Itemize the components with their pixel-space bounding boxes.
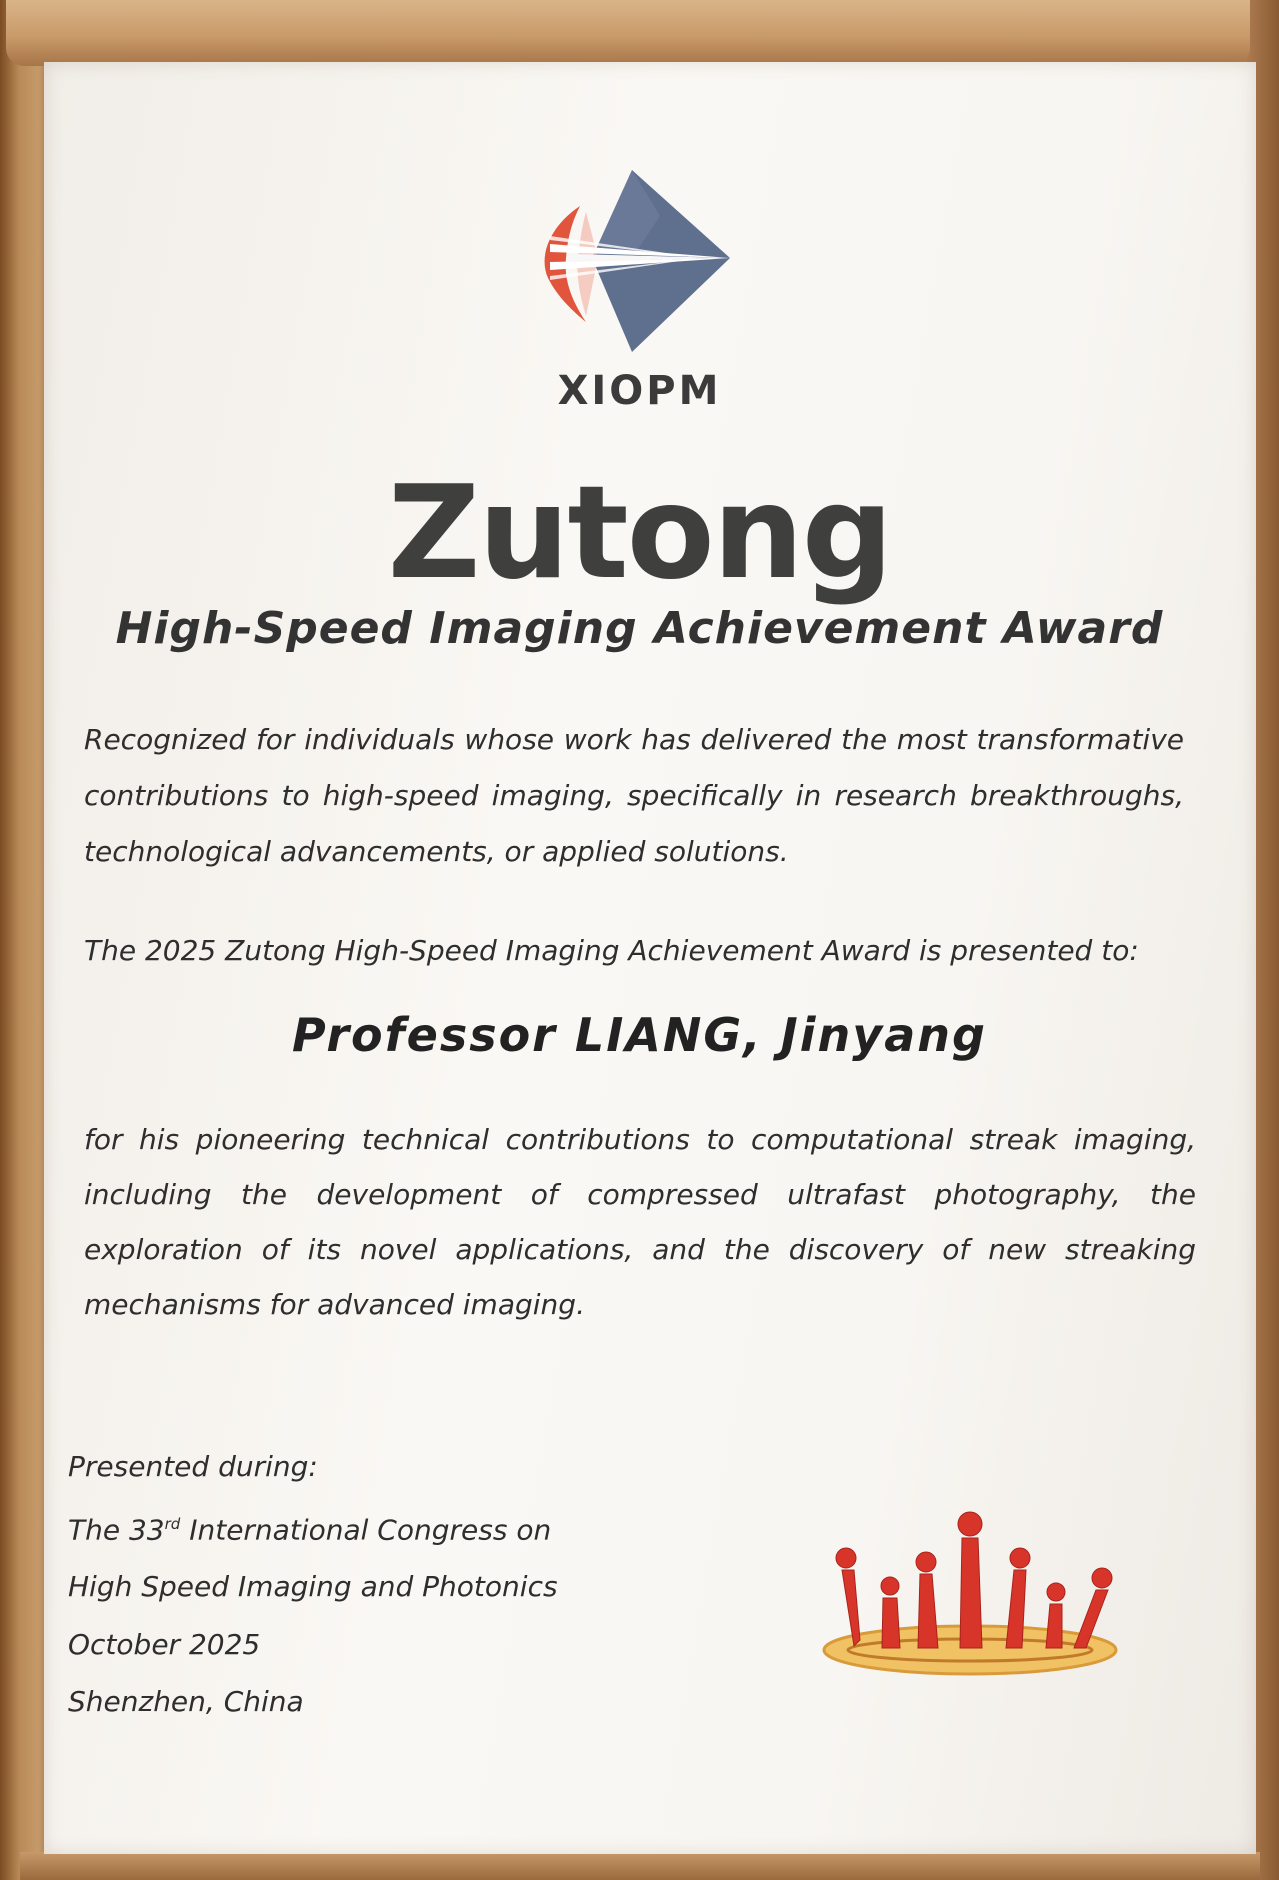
award-title: Zutong	[387, 459, 892, 608]
event-congress-line2: High Speed Imaging and Photonics	[68, 1570, 558, 1604]
event-congress-line1	[68, 1496, 768, 1559]
congress-crown-logo-icon	[820, 1500, 1130, 1690]
event-details	[68, 1438, 768, 1731]
event-location: Shenzhen, China	[68, 1685, 304, 1719]
presentation-line: The 2025 Zutong High-Speed Imaging Achievement Award is presented to:	[84, 934, 1139, 967]
congress-suffix: International Congress on	[180, 1512, 552, 1546]
frame-bottom-rim	[20, 1852, 1260, 1880]
citation-text: for his pioneering technical contributions to computational streak imaging, including the development of compressed ultrafast photography, the exploration of its novel applications, and the discovery of new streaking mechanisms for advanced imaging.	[84, 1123, 1196, 1321]
event-intro: Presented during:	[68, 1450, 318, 1483]
congress-prefix: The 33	[68, 1512, 165, 1546]
xiopm-logo-icon	[540, 166, 730, 356]
recipient-name: Professor LIANG, Jinyang	[292, 1008, 987, 1062]
event-date: October 2025	[68, 1627, 261, 1661]
organization-name: XIOPM	[557, 368, 722, 414]
frame-top-rim	[6, 0, 1250, 66]
award-subtitle: High-Speed Imaging Achievement Award	[115, 603, 1164, 654]
award-description: Recognized for individuals whose work has delivered the most transformative contributions to high-speed imaging, specifically in research breakthroughs, technological advancements, or applied solutions.	[84, 723, 1184, 868]
congress-ordinal: rd	[164, 1514, 181, 1533]
